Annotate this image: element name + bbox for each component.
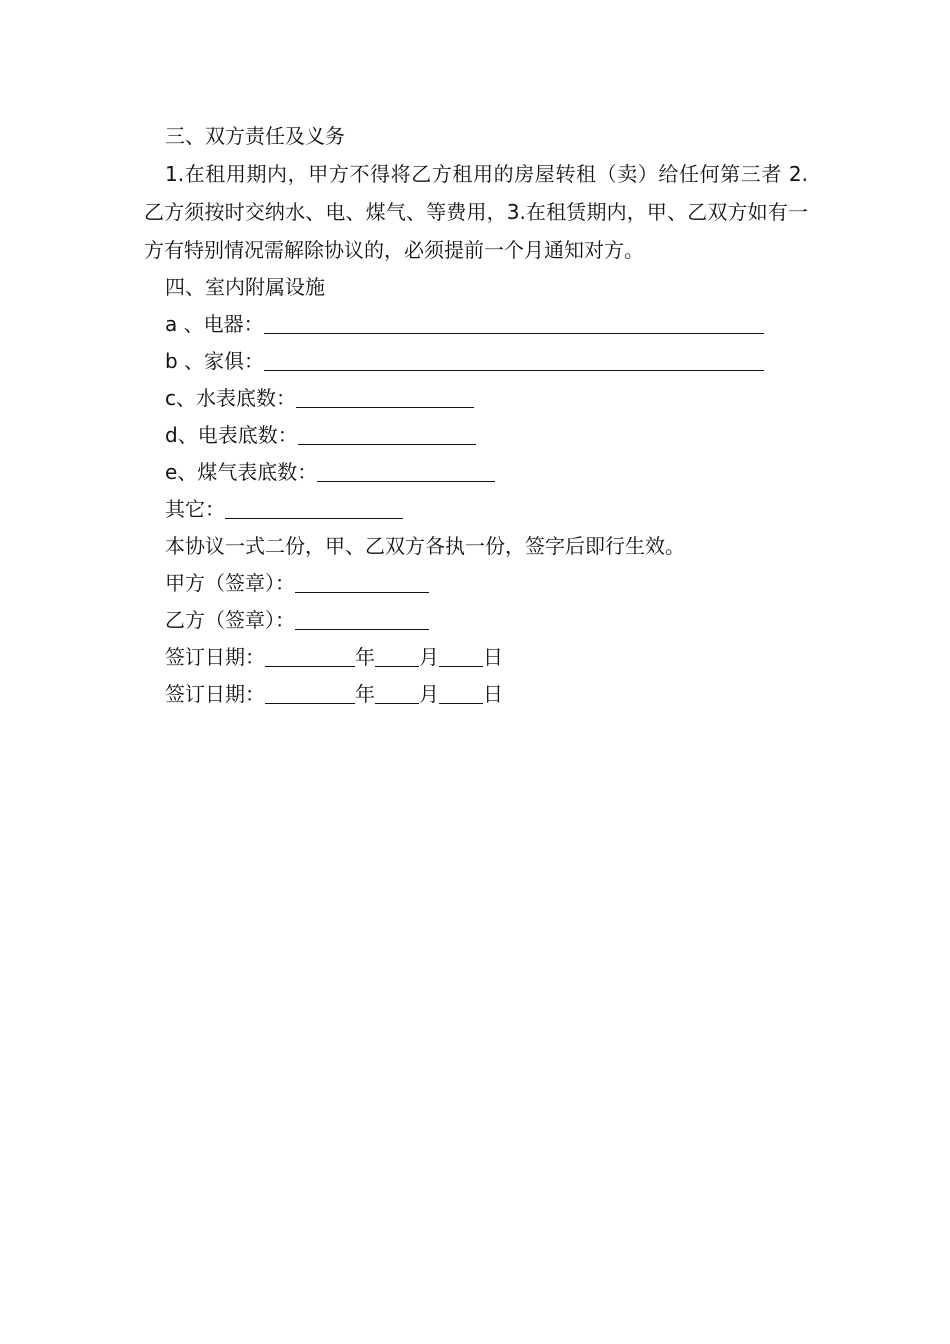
day-blank[interactable] — [439, 683, 483, 704]
year-unit: 年 — [355, 682, 375, 706]
facility-label: 其它： — [165, 497, 225, 521]
blank-field[interactable] — [298, 424, 476, 445]
blank-field[interactable] — [225, 498, 403, 519]
day-unit: 日 — [483, 645, 503, 669]
signature-blank[interactable] — [295, 609, 429, 630]
blank-field[interactable] — [264, 313, 764, 334]
section3-heading: 三、双方责任及义务 — [165, 124, 345, 148]
facility-label: e、煤气表底数： — [165, 460, 318, 484]
section4-heading: 四、室内附属设施 — [165, 275, 325, 299]
date-label: 签订日期： — [165, 682, 265, 706]
facility-label: c、水表底数： — [165, 386, 296, 410]
month-blank[interactable] — [375, 646, 419, 667]
signature-label: 乙方（签章）： — [165, 608, 295, 632]
signature-label: 甲方（签章）： — [165, 571, 295, 595]
facility-item-furniture — [144, 343, 808, 380]
blank-field[interactable] — [317, 461, 495, 482]
year-blank[interactable] — [265, 683, 355, 704]
document-body — [144, 118, 808, 713]
facility-item-gas-meter — [144, 454, 808, 491]
signing-date-2 — [144, 676, 808, 713]
year-unit: 年 — [355, 645, 375, 669]
facility-item-electric-meter — [144, 417, 808, 454]
closing-statement: 本协议一式二份，甲、乙双方各执一份，签字后即行生效。 — [165, 534, 685, 558]
date-label: 签订日期： — [165, 645, 265, 669]
facility-label: d、电表底数： — [165, 423, 298, 447]
facility-label: a 、电器： — [165, 312, 264, 336]
blank-field[interactable] — [264, 350, 764, 371]
facility-label: b 、家俱： — [165, 349, 265, 373]
signature-blank[interactable] — [295, 572, 429, 593]
blank-field[interactable] — [296, 387, 474, 408]
facility-item-water-meter — [144, 380, 808, 417]
signing-date-1 — [144, 639, 808, 676]
day-unit: 日 — [483, 682, 503, 706]
day-blank[interactable] — [439, 646, 483, 667]
party-a-signature — [144, 565, 808, 602]
month-blank[interactable] — [375, 683, 419, 704]
month-unit: 月 — [419, 645, 439, 669]
facility-item-appliances — [144, 306, 808, 343]
month-unit: 月 — [419, 682, 439, 706]
facility-item-other — [144, 491, 808, 528]
party-b-signature — [144, 602, 808, 639]
year-blank[interactable] — [265, 646, 355, 667]
section3-paragraph: 1.在租用期内，甲方不得将乙方租用的房屋转租（卖）给任何第三者 2.乙方须按时交纳水、电、煤气、等费用，3.在租赁期内，甲、乙双方如有一方有特别情况需解除协议的，必须提前一个月通知对方。 — [144, 162, 808, 262]
